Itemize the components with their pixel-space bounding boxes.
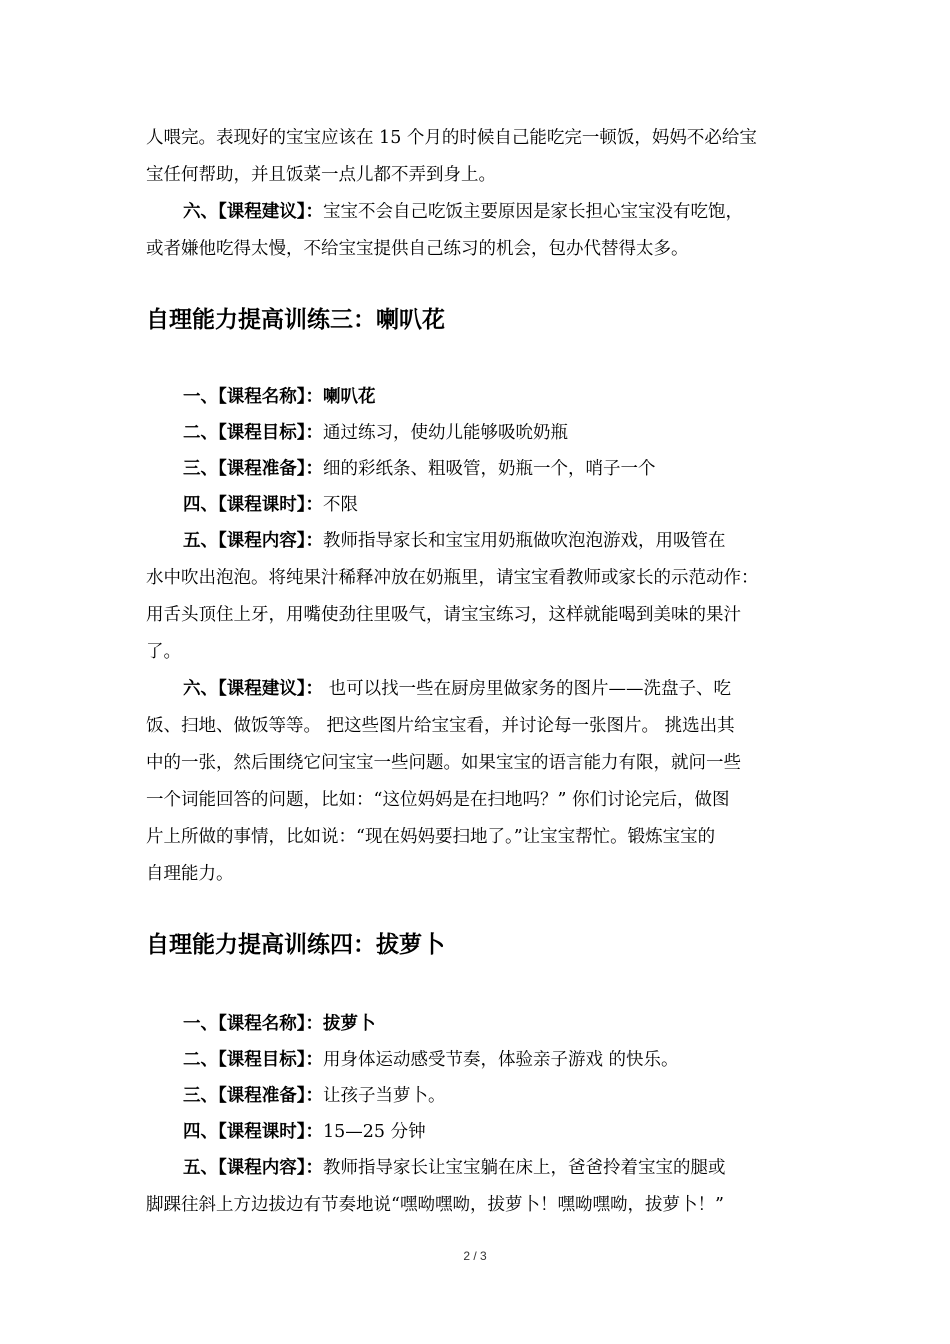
paragraph-line: 了。 [146, 642, 181, 662]
field-label: 六、【课程建议】： [183, 679, 323, 699]
course-content-line [183, 1156, 726, 1180]
field-value: 教师指导家长让宝宝躺在床上，爸爸拎着宝宝的腿或 [323, 1158, 726, 1178]
paragraph-line: 饭、扫地、做饭等等。 把这些图片给宝宝看，并讨论每一张图片。 挑选出其 [146, 716, 735, 736]
field-value: 也可以找一些在厨房里做家务的图片——洗盘子、吃 [323, 679, 732, 699]
field-value: 用身体运动感受节奏，体验亲子游戏 的快乐。 [323, 1050, 679, 1070]
paragraph-line: 脚踝往斜上方边拔边有节奏地说“嘿呦嘿呦，拔萝卜！嘿呦嘿呦，拔萝卜！” [146, 1195, 724, 1215]
field-label: 一、【课程名称】： [183, 1014, 323, 1034]
course-content-line [183, 529, 726, 553]
section-heading: 自理能力提高训练四：拔萝卜 [146, 932, 445, 958]
paragraph-line: 一个词能回答的问题，比如：“这位妈妈是在扫地吗？” 你们讨论完后，做图 [146, 790, 730, 810]
paragraph-line: 自理能力。 [146, 864, 234, 884]
course-time-line [183, 493, 358, 517]
field-value: 教师指导家长和宝宝用奶瓶做吹泡泡游戏，用吸管在 [323, 531, 726, 551]
course-goal-line [183, 421, 568, 445]
field-label: 六、【课程建议】： [183, 202, 323, 222]
course-goal-line [183, 1048, 679, 1072]
paragraph-line: 或者嫌他吃得太慢，不给宝宝提供自己练习的机会，包办代替得太多。 [146, 239, 689, 259]
paragraph-line: 宝任何帮助，并且饭菜一点儿都不弄到身上。 [146, 165, 496, 185]
field-label: 一、【课程名称】： [183, 387, 323, 407]
course-name-line [183, 385, 376, 409]
field-value: 通过练习，使幼儿能够吸吮奶瓶 [323, 423, 568, 443]
course-prep-line [183, 457, 656, 481]
field-value: 拔萝卜 [323, 1014, 376, 1034]
field-label: 三、【课程准备】： [183, 459, 323, 479]
field-label: 二、【课程目标】： [183, 423, 323, 443]
paragraph-line: 人喂完。表现好的宝宝应该在 15 个月的时候自己能吃完一顿饭，妈妈不必给宝 [146, 128, 757, 148]
field-label: 五、【课程内容】： [183, 531, 323, 551]
suggestion-line [183, 677, 731, 701]
field-value: 喇叭花 [323, 387, 376, 407]
field-label: 四、【课程课时】： [183, 1122, 323, 1142]
field-value: 15—25 分钟 [323, 1122, 426, 1142]
course-time-line [183, 1120, 426, 1144]
course-name-line [183, 1012, 376, 1036]
field-label: 五、【课程内容】： [183, 1158, 323, 1178]
course-prep-line [183, 1084, 446, 1108]
field-value: 细的彩纸条、粗吸管，奶瓶一个，哨子一个 [323, 459, 656, 479]
paragraph-line: 中的一张，然后围绕它问宝宝一些问题。如果宝宝的语言能力有限，就问一些 [146, 753, 741, 773]
paragraph-line: 用舌头顶住上牙，用嘴使劲往里吸气，请宝宝练习，这样就能喝到美味的果汁 [146, 605, 741, 625]
section-heading: 自理能力提高训练三：喇叭花 [146, 307, 445, 333]
field-value: 宝宝不会自己吃饭主要原因是家长担心宝宝没有吃饱， [323, 202, 743, 222]
suggestion-line [183, 200, 743, 224]
page-number: 2 / 3 [463, 1249, 487, 1263]
paragraph-line: 水中吹出泡泡。将纯果汁稀释冲放在奶瓶里，请宝宝看教师或家长的示范动作： [146, 568, 759, 588]
field-value: 让孩子当萝卜。 [323, 1086, 446, 1106]
field-label: 三、【课程准备】： [183, 1086, 323, 1106]
paragraph-line: 片上所做的事情，比如说：“现在妈妈要扫地了。”让宝宝帮忙。锻炼宝宝的 [146, 827, 716, 847]
field-value: 不限 [323, 495, 358, 515]
field-label: 二、【课程目标】： [183, 1050, 323, 1070]
field-label: 四、【课程课时】： [183, 495, 323, 515]
